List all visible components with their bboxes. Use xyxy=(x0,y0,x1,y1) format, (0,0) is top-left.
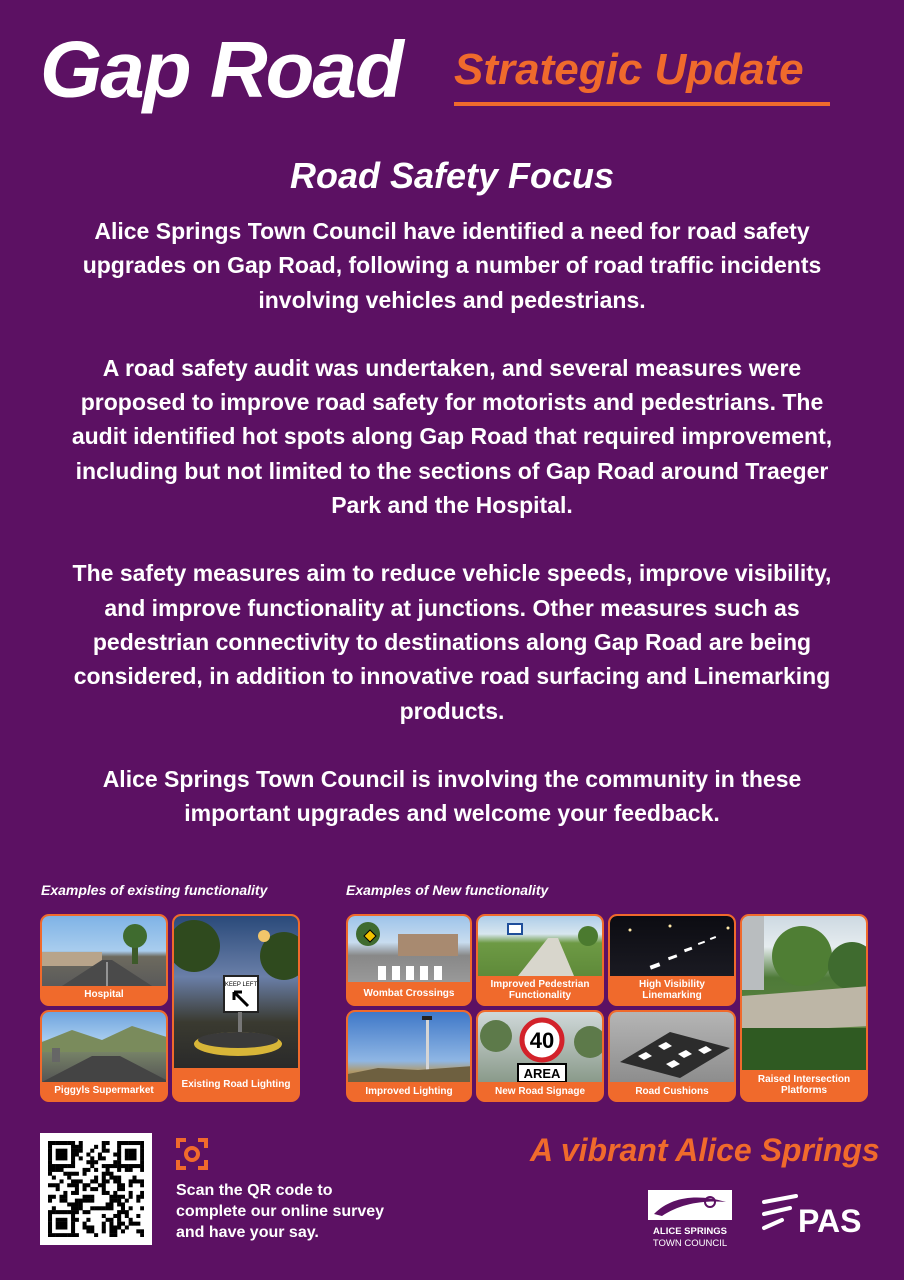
raised-intersection-photo xyxy=(742,916,866,1070)
body-text xyxy=(60,214,844,864)
hospital-photo-art xyxy=(42,916,166,986)
signage-photo-art xyxy=(478,1012,602,1082)
tile-caption: New Road Signage xyxy=(494,1085,585,1097)
pas-logo xyxy=(760,1192,870,1238)
paragraph-2: A road safety audit was undertaken, and several measures were proposed to improve road safety for motorists and pedestrians. The audit identified hot spots along Gap Road that required improvement, including but not limited to the sections of Gap Road around Traeger Park and the Hospital. xyxy=(71,354,833,519)
tile-road-cushions xyxy=(608,1010,736,1102)
page-title: Gap Road xyxy=(40,25,402,114)
tile-improved-lighting xyxy=(346,1010,472,1102)
hospital-photo xyxy=(42,916,166,986)
page-subtitle: Strategic Update xyxy=(454,48,830,106)
supermarket-photo xyxy=(42,1012,166,1082)
existing-examples-label: Examples of existing functionality xyxy=(41,882,268,898)
tile-caption: Improved Lighting xyxy=(365,1085,453,1097)
road-cushions-photo xyxy=(610,1012,734,1082)
area-sign-text: AREA xyxy=(523,1066,561,1081)
pedestrian-photo-art xyxy=(478,916,602,976)
section-heading: Road Safety Focus xyxy=(289,155,615,196)
scan-icon xyxy=(176,1138,208,1175)
improved-lighting-photo xyxy=(348,1012,470,1082)
tile-caption: Wombat Crossings xyxy=(363,987,455,999)
tagline: A vibrant Alice Springs xyxy=(530,1132,880,1168)
wombat-photo-art xyxy=(348,916,470,982)
tile-wombat-crossings xyxy=(346,914,472,1006)
council-logo-line-2: TOWN COUNCIL xyxy=(652,1238,728,1249)
paragraph-4: Alice Springs Town Council is involving the community in these important upgrades and welcome your feedback. xyxy=(102,765,802,827)
tile-high-visibility-linemarking xyxy=(608,914,736,1006)
qr-code[interactable] xyxy=(40,1133,152,1245)
alice-springs-town-council-logo xyxy=(648,1190,732,1250)
tile-caption: Existing Road Lighting xyxy=(181,1078,291,1090)
speed-limit-text: 40 xyxy=(529,1028,555,1053)
lighting-photo xyxy=(174,916,298,1068)
tile-supermarket xyxy=(40,1010,168,1102)
raised-intersection-photo-art xyxy=(742,916,866,1070)
tile-pedestrian-functionality xyxy=(476,914,604,1006)
scan-instructions: Scan the QR code to complete our online survey and have your say. xyxy=(176,1182,385,1241)
pedestrian-photo xyxy=(478,916,602,976)
tile-caption: Raised Intersection Platforms xyxy=(757,1074,851,1096)
supermarket-photo-art xyxy=(42,1012,166,1082)
wombat-photo xyxy=(348,916,470,982)
linemarking-photo xyxy=(610,916,734,976)
tile-existing-lighting xyxy=(172,914,300,1102)
new-examples-label: Examples of New functionality xyxy=(346,882,549,898)
tile-caption: Improved Pedestrian Functionality xyxy=(490,979,590,1001)
tile-new-road-signage xyxy=(476,1010,604,1102)
lighting-photo-art xyxy=(174,916,298,1068)
tile-raised-intersection-platforms xyxy=(740,914,868,1102)
paragraph-1: Alice Springs Town Council have identified a need for road safety upgrades on Gap Road, following a number of road traffic incidents involving vehicles and pedestrians. xyxy=(82,218,822,313)
tile-caption: Road Cushions xyxy=(635,1085,709,1097)
tile-caption: Hospital xyxy=(84,988,124,1000)
council-logo-line-1: ALICE SPRINGS xyxy=(653,1226,727,1237)
linemarking-photo-art xyxy=(610,916,734,976)
paragraph-3: The safety measures aim to reduce vehicle speeds, improve visibility, and improve functionality at junctions. Other measures such as pedestrian connectivity to destinations along Gap Road are being considered, in addition to innovative road surfacing and Linemarking products. xyxy=(72,560,832,724)
tile-caption: High Visibility Linemarking xyxy=(639,979,705,1001)
signage-photo xyxy=(478,1012,602,1082)
keep-left-sign-text: KEEP LEFT xyxy=(224,982,258,988)
pas-logo-text: PAS xyxy=(798,1203,862,1238)
tile-caption: Piggyls Supermarket xyxy=(54,1084,154,1096)
improved-lighting-photo-art xyxy=(348,1012,470,1082)
qr-code-pattern xyxy=(48,1141,144,1237)
road-cushions-photo-art xyxy=(610,1012,734,1082)
tile-hospital xyxy=(40,914,168,1006)
